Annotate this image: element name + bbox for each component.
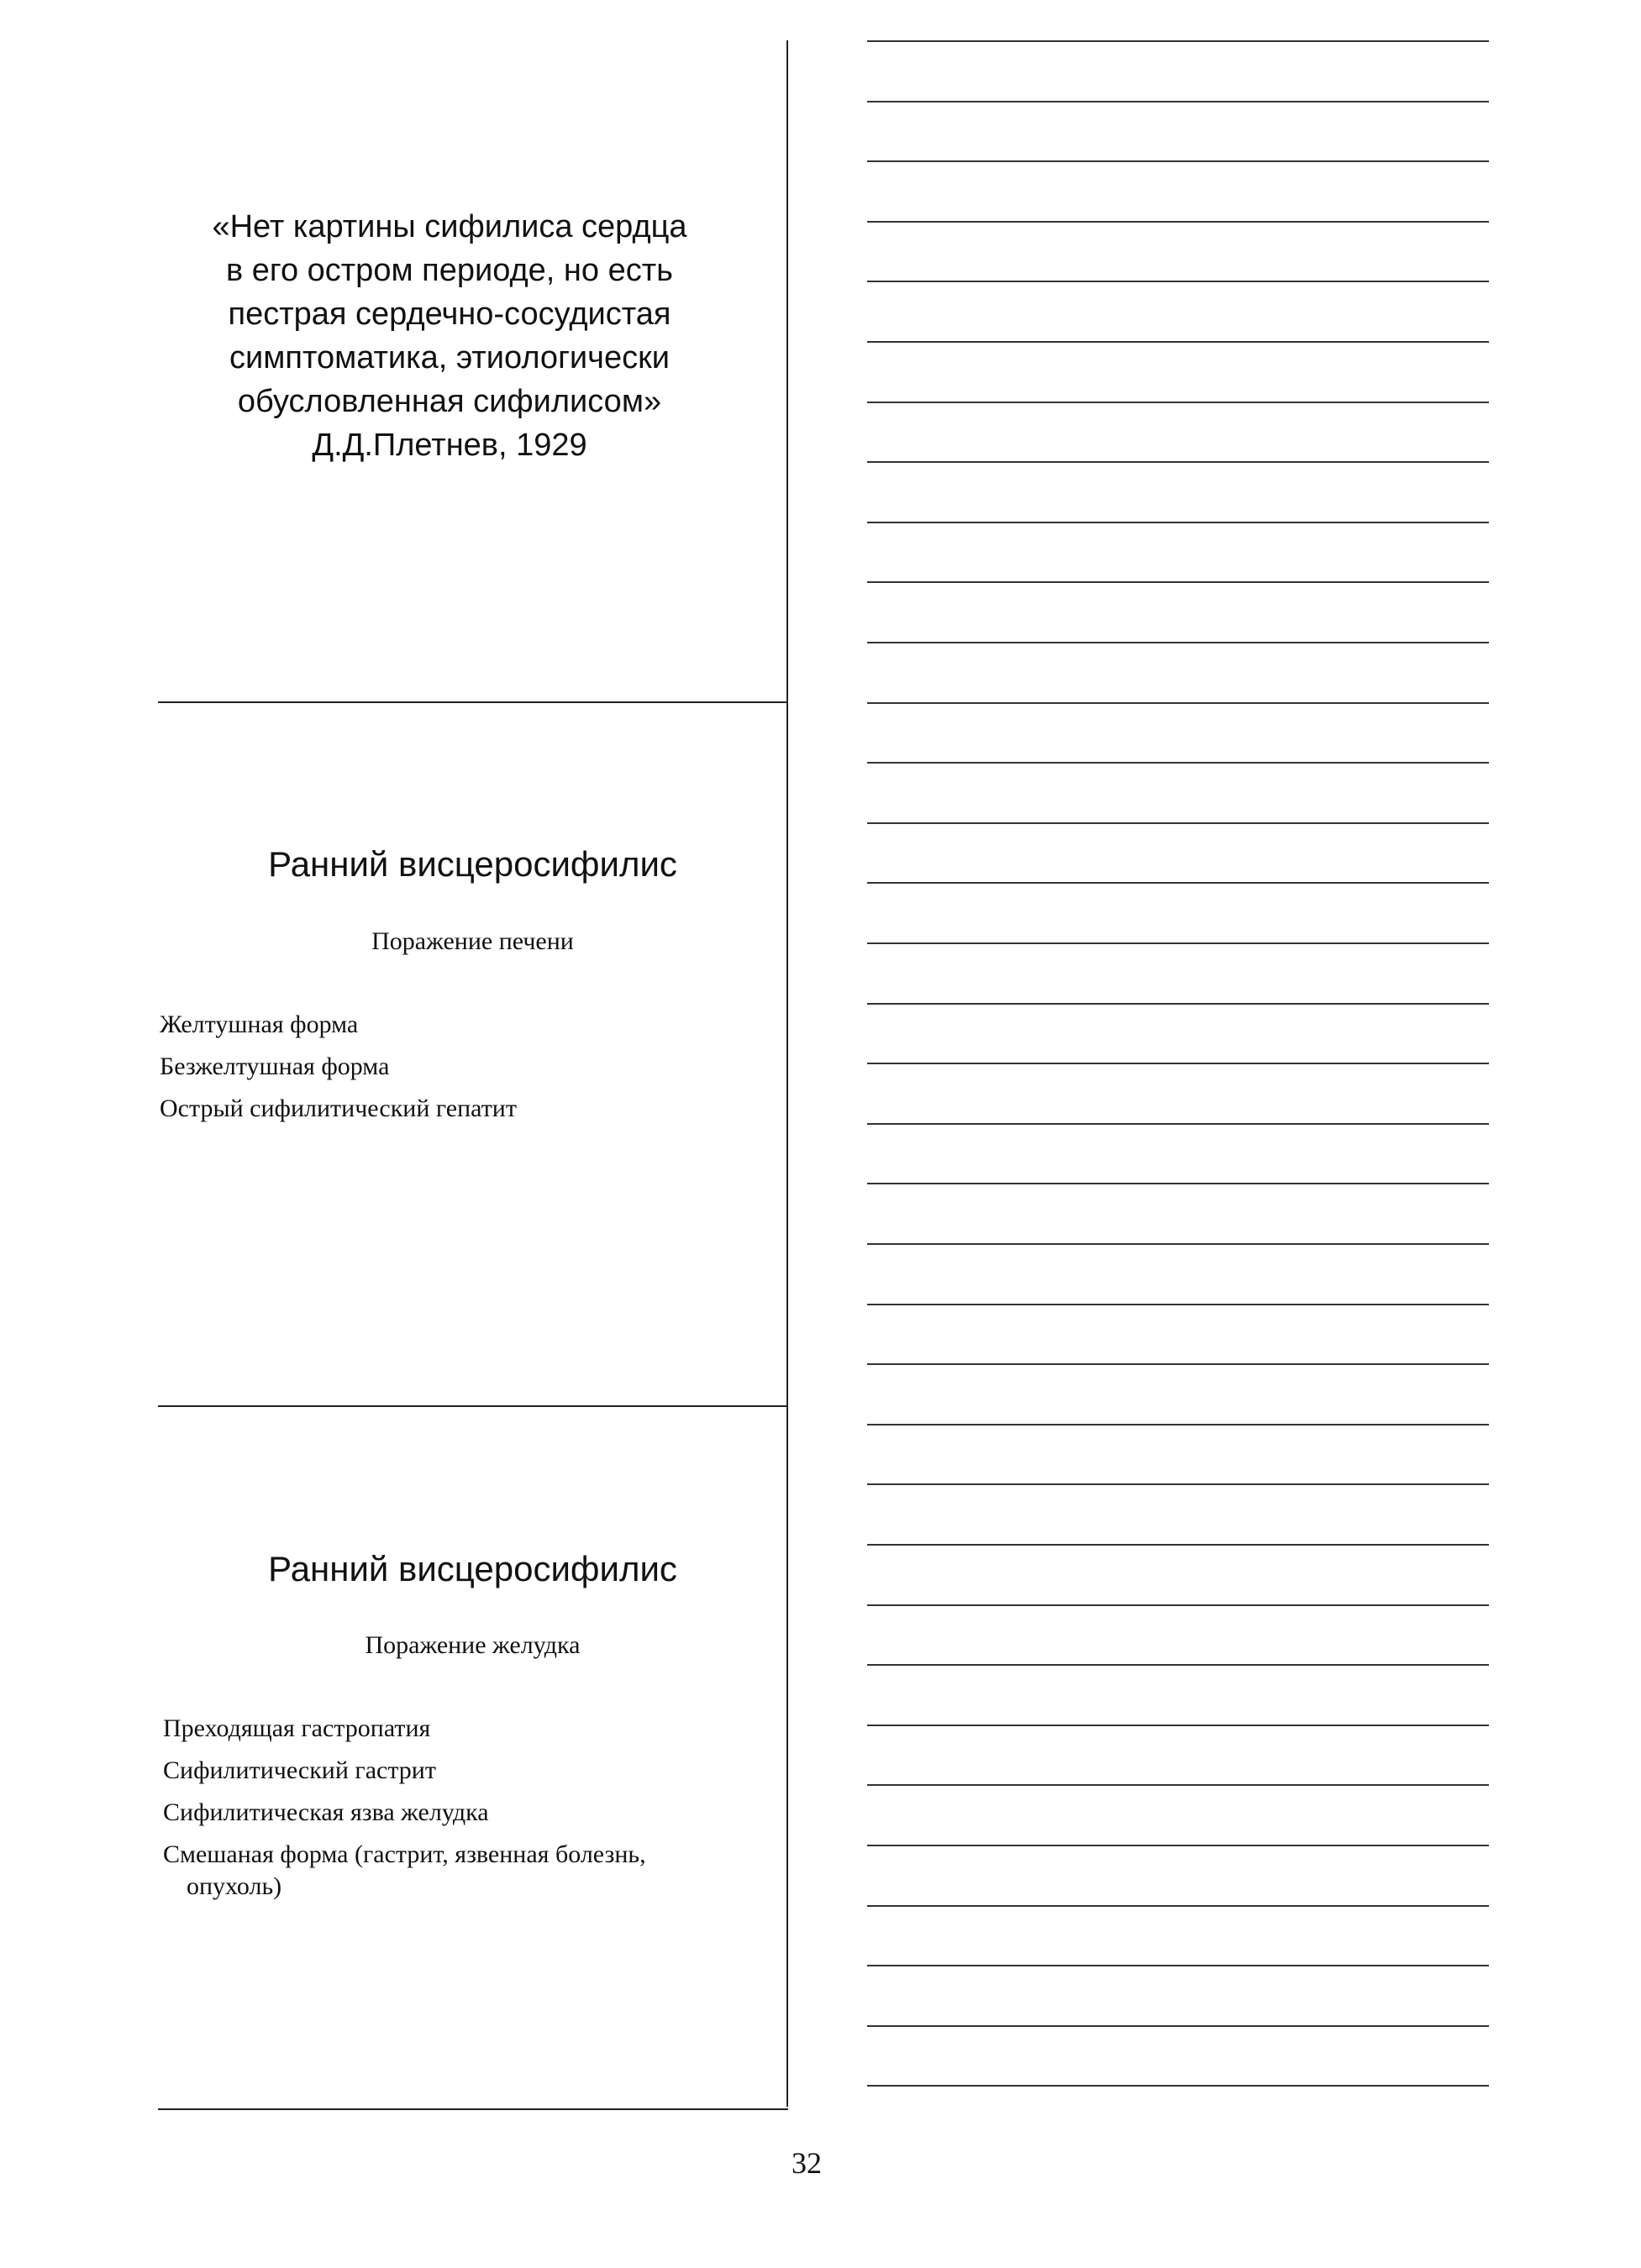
ruled-line [867,402,1489,403]
ruled-line [867,461,1489,463]
ruled-line [867,1304,1489,1305]
quote-line: в его остром периоде, но есть [226,253,673,288]
ruled-line [867,1965,1489,1966]
ruled-line [867,581,1489,583]
stomach-forms-list [163,1708,751,1903]
ruled-line [867,1784,1489,1786]
ruled-line [867,221,1489,223]
ruled-line [867,1483,1489,1485]
list-item: Острый сифилитический гепатит [160,1095,517,1122]
list-item: Желтушная форма [160,1011,359,1038]
notes-ruled-lines [867,0,1489,2117]
ruled-line [867,1544,1489,1546]
ruled-line [867,822,1489,824]
ruled-line [867,762,1489,764]
vertical-divider [786,40,788,2107]
slide-separator [158,1405,787,1407]
list-item-line: Смешаная форма (гастрит, язвенная болезнь, [163,1840,646,1868]
epigraph-quote [134,205,765,467]
list-item: Сифилитический гастрит [163,1756,436,1784]
ruled-line [867,1905,1489,1907]
ruled-line [867,942,1489,944]
ruled-line [867,1183,1489,1184]
ruled-line [867,1424,1489,1425]
ruled-line [867,1725,1489,1726]
ruled-line [867,882,1489,884]
ruled-line [867,281,1489,282]
ruled-line [867,40,1489,42]
ruled-line [867,522,1489,523]
list-item: Сифилитическая язва желудка [163,1798,489,1826]
ruled-line [867,1063,1489,1064]
liver-forms-list [160,1004,517,1130]
slide-title-stomach: Ранний висцеросифилис [268,1549,677,1588]
ruled-line [867,101,1489,102]
slide-separator [158,701,787,703]
ruled-line [867,642,1489,643]
ruled-line [867,1604,1489,1606]
quote-author: Д.Д.Плетнев, 1929 [312,428,587,463]
slide-title-liver: Ранний висцеросифилис [268,844,677,884]
page-number: 32 [792,2146,822,2180]
ruled-line [867,1123,1489,1125]
quote-line: обусловленная сифилисом» [237,384,662,419]
ruled-line [867,1664,1489,1666]
quote-line: «Нет картины сифилиса сердца [212,209,687,244]
ruled-line [867,1363,1489,1365]
ruled-line [867,2025,1489,2027]
slide-subtitle-liver: Поражение печени [371,927,574,955]
ruled-line [867,1845,1489,1846]
list-item [163,1834,751,1903]
quote-line: пестрая сердечно-сосудистая [228,297,671,332]
ruled-line [867,2085,1489,2087]
ruled-line [867,160,1489,162]
list-item-line: опухоль) [187,1872,282,1900]
ruled-line [867,1003,1489,1005]
slide-separator [158,2108,788,2110]
slide-subtitle-stomach: Поражение желудка [365,1631,581,1659]
ruled-line [867,1243,1489,1245]
ruled-line [867,341,1489,343]
quote-line: симптоматика, этиологически [229,340,670,375]
list-item: Преходящая гастропатия [163,1714,431,1742]
ruled-line [867,702,1489,704]
list-item: Безжелтушная форма [160,1053,390,1080]
